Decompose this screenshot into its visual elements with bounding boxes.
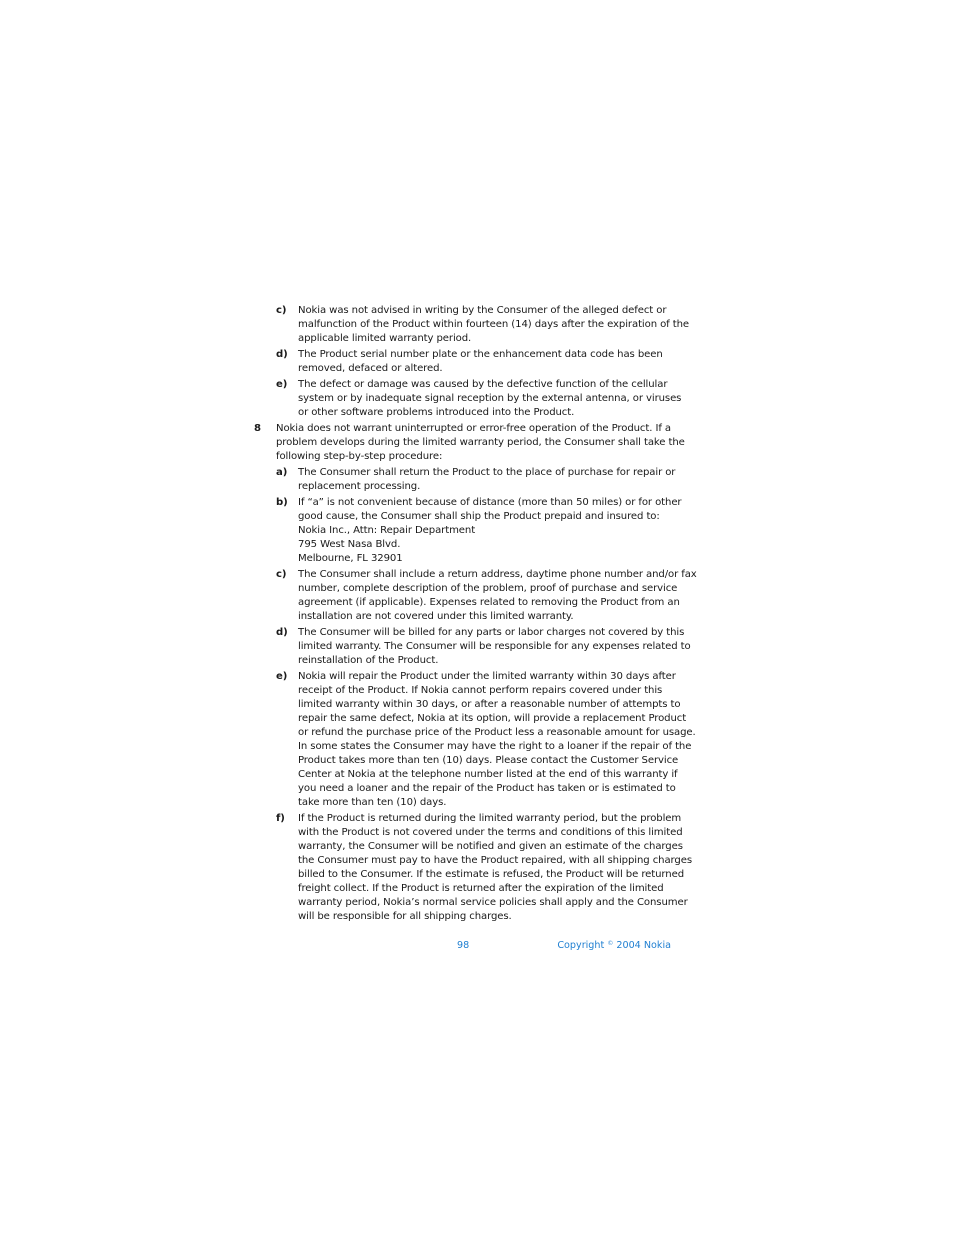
text-line: Nokia does not warrant uninterrupted or error-free operation of the Product. If a bbox=[276, 423, 671, 434]
list-item-b-ship-product bbox=[254, 496, 682, 566]
text-line: or other software problems introduced into the Product. bbox=[298, 407, 575, 418]
text-line: installation are not covered under this limited warranty. bbox=[298, 611, 574, 622]
copyright-symbol: © bbox=[607, 940, 614, 947]
list-item-8-procedure bbox=[254, 422, 685, 464]
text-line: The Consumer shall return the Product to the place of purchase for repair or bbox=[298, 467, 676, 478]
item-marker: d) bbox=[276, 627, 288, 638]
item-marker: d) bbox=[276, 349, 288, 360]
list-item-e-repair-terms bbox=[254, 670, 696, 810]
item-marker: c) bbox=[276, 569, 287, 580]
text-line: repair the same defect, Nokia at its option, will provide a replacement Product bbox=[298, 713, 687, 724]
text-line: If the Product is returned during the limited warranty period, but the problem bbox=[298, 813, 682, 824]
text-line: replacement processing. bbox=[298, 481, 421, 492]
item-marker: e) bbox=[276, 379, 288, 390]
item-marker: c) bbox=[276, 305, 287, 316]
list-item-e-defect-cause bbox=[254, 378, 682, 420]
text-line: Nokia was not advised in writing by the Consumer of the alleged defect or bbox=[298, 305, 667, 316]
text-line: will be responsible for all shipping charges. bbox=[298, 911, 512, 922]
page-number: 98 bbox=[457, 940, 470, 951]
text-line: following step-by-step procedure: bbox=[276, 451, 443, 462]
text-line: warranty, the Consumer will be notified and given an estimate of the charges bbox=[298, 841, 683, 852]
text-line: limited warranty. The Consumer will be responsible for any expenses related to bbox=[298, 641, 691, 652]
text-line: removed, defaced or altered. bbox=[298, 363, 443, 374]
text-line: The Product serial number plate or the enhancement data code has been bbox=[298, 349, 663, 360]
text-line: you need a loaner and the repair of the Product has taken or is estimated to bbox=[298, 783, 676, 794]
text-line: warranty period, Nokia’s normal service policies shall apply and the Consumer bbox=[298, 897, 688, 908]
list-item-d-serial-plate bbox=[254, 348, 672, 376]
text-line: freight collect. If the Product is returned after the expiration of the limited bbox=[298, 883, 664, 894]
text-line: The Consumer shall include a return address, daytime phone number and/or fax bbox=[298, 569, 697, 580]
text-line: Nokia will repair the Product under the limited warranty within 30 days after bbox=[298, 671, 676, 682]
text-line: If “a” is not convenient because of distance (more than 50 miles) or for other bbox=[298, 497, 682, 508]
item-marker: b) bbox=[276, 497, 288, 508]
text-line: agreement (if applicable). Expenses related to removing the Product from an bbox=[298, 597, 680, 608]
text-line: problem develops during the limited warranty period, the Consumer shall take the bbox=[276, 437, 685, 448]
text-line: Product takes more than ten (10) days. Please contact the Customer Service bbox=[298, 755, 679, 766]
text-line: the Consumer must pay to have the Product repaired, with all shipping charges bbox=[298, 855, 692, 866]
address-line: 795 West Nasa Blvd. bbox=[298, 539, 401, 550]
copyright-notice bbox=[557, 940, 671, 951]
text-line: with the Product is not covered under the terms and conditions of this limited bbox=[298, 827, 683, 838]
text-line: limited warranty within 30 days, or after a reasonable number of attempts to bbox=[298, 699, 681, 710]
text-line: applicable limited warranty period. bbox=[298, 333, 472, 344]
text-line: malfunction of the Product within fourteen (14) days after the expiration of the bbox=[298, 319, 690, 330]
text-line: The Consumer will be billed for any parts or labor charges not covered by this bbox=[298, 627, 685, 638]
list-item-f-not-covered bbox=[254, 812, 692, 924]
text-line: receipt of the Product. If Nokia cannot perform repairs covered under this bbox=[298, 685, 663, 696]
copyright-prefix: Copyright bbox=[557, 940, 605, 951]
item-marker: a) bbox=[276, 467, 288, 478]
text-line: billed to the Consumer. If the estimate is refused, the Product will be returned bbox=[298, 869, 685, 880]
list-item-c-not-advised bbox=[254, 304, 690, 346]
item-marker: 8 bbox=[254, 423, 261, 434]
text-line: Center at Nokia at the telephone number listed at the end of this warranty if bbox=[298, 769, 678, 780]
text-line: good cause, the Consumer shall ship the Product prepaid and insured to: bbox=[298, 511, 660, 522]
list-item-c-include-details bbox=[254, 568, 697, 624]
text-line: In some states the Consumer may have the right to a loaner if the repair of the bbox=[298, 741, 692, 752]
text-line: take more than ten (10) days. bbox=[298, 797, 447, 808]
warranty-text bbox=[254, 304, 697, 926]
address-line: Nokia Inc., Attn: Repair Department bbox=[298, 525, 476, 536]
text-line: system or by inadequate signal reception by the external antenna, or viruses bbox=[298, 393, 682, 404]
item-marker: f) bbox=[276, 813, 285, 824]
text-line: reinstallation of the Product. bbox=[298, 655, 439, 666]
text-line: number, complete description of the problem, proof of purchase and service bbox=[298, 583, 678, 594]
list-item-d-billing bbox=[254, 626, 691, 668]
list-item-a-return-product bbox=[254, 466, 676, 494]
item-marker: e) bbox=[276, 671, 288, 682]
text-line: or refund the purchase price of the Product less a reasonable amount for usage. bbox=[298, 727, 696, 738]
address-line: Melbourne, FL 32901 bbox=[298, 553, 403, 564]
text-line: The defect or damage was caused by the defective function of the cellular bbox=[298, 379, 668, 390]
copyright-suffix: 2004 Nokia bbox=[616, 940, 671, 951]
